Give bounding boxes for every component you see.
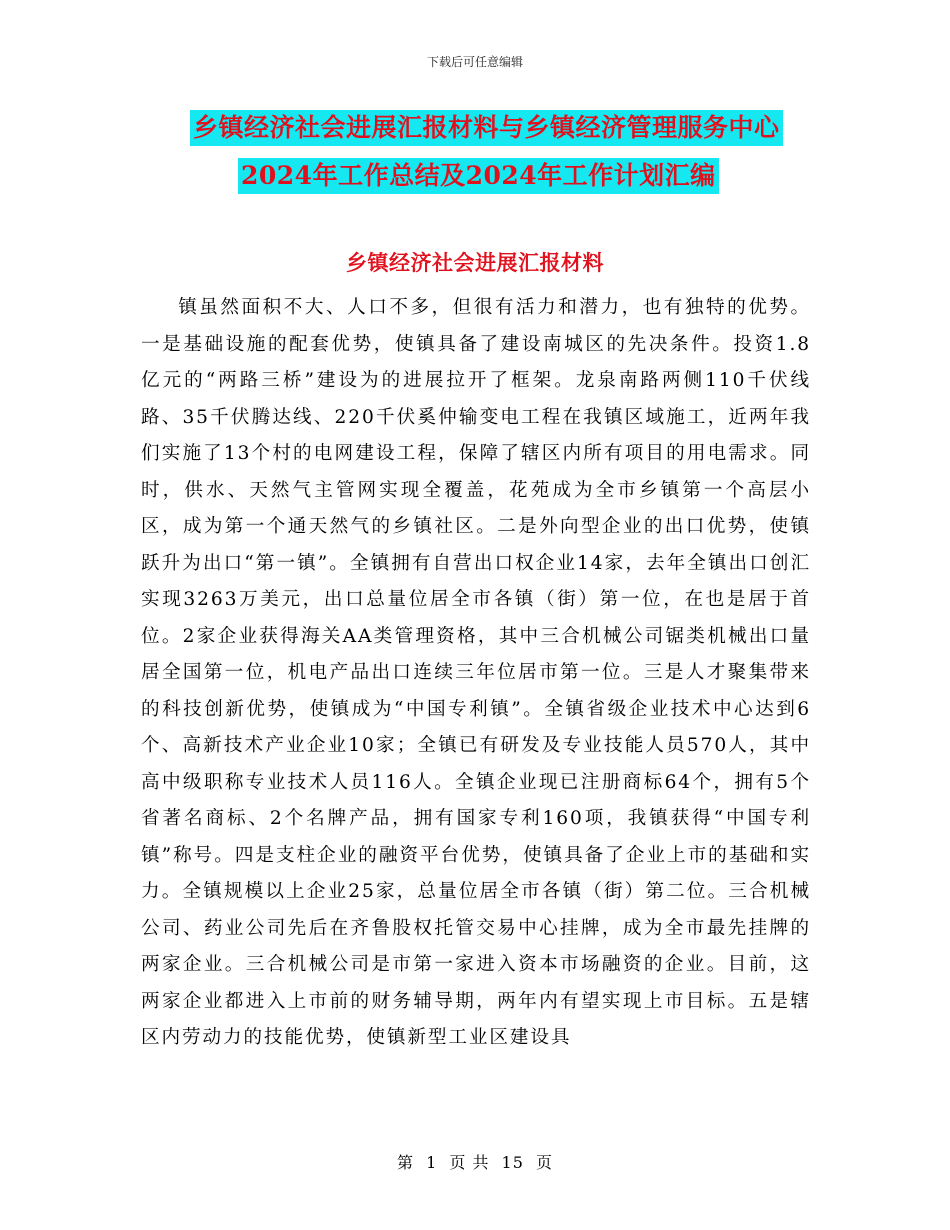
title-line-2: 2024年工作总结及2024年工作计划汇编 bbox=[238, 158, 719, 194]
body-paragraph: 镇虽然面积不大、人口不多，但很有活力和潜力，也有独特的优势。一是基础设施的配套优势，使镇具备了建设南城区的先决条件。投资1.8亿元的“两路三桥”建设为的进展拉开了框架。龙泉南路两侧110千伏线路、35千伏腾达线、220千伏奚仲输变电工程在我镇区域施工，近两年我们实施了13个村的电网建设工程，保障了辖区内所有项目的用电需求。同时，供水、天然气主管网实现全覆盖，花苑成为全市乡镇第一个高层小区，成为第一个通天然气的乡镇社区。二是外向型企业的出口优势，使镇跃升为出口“第一镇”。全镇拥有自营出口权企业14家，去年全镇出口创汇实现3263万美元，出口总量位居全市各镇（街）第一位，在也是居于首位。2家企业获得海关AA类管理资格，其中三合机械公司锯类机械出口量居全国第一位，机电产品出口连续三年位居市第一位。三是人才聚集带来的科技创新优势，使镇成为“中国专利镇”。全镇省级企业技术中心达到6个、高新技术产业企业10家；全镇已有研发及专业技能人员570人，其中高中级职称专业技术人员116人。全镇企业现已注册商标64个，拥有5个省著名商标、2个名牌产品，拥有国家专利160项，我镇获得“中国专利镇”称号。四是支柱企业的融资平台优势，使镇具备了企业上市的基础和实力。全镇规模以上企业25家，总量位居全市各镇（街）第二位。三合机械公司、药业公司先后在齐鲁股权托管交易中心挂牌，成为全市最先挂牌的两家企业。三合机械公司是市第一家进入资本市场融资的企业。目前，这两家企业都进入上市前的财务辅导期，两年内有望实现上市目标。五是辖区内劳动力的技能优势，使镇新型工业区建设具 bbox=[141, 297, 811, 1048]
footer-middle: 页 共 bbox=[449, 1153, 490, 1172]
title-line-1: 乡镇经济社会进展汇报材料与乡镇经济管理服务中心 bbox=[190, 110, 783, 146]
section-heading: 乡镇经济社会进展汇报材料 bbox=[346, 250, 604, 275]
footer-suffix: 页 bbox=[536, 1153, 554, 1172]
page-footer bbox=[0, 1150, 950, 1173]
footer-prefix: 第 bbox=[396, 1153, 414, 1172]
page-number: 1 bbox=[426, 1153, 438, 1172]
total-pages: 15 bbox=[501, 1153, 524, 1172]
header-note: 下载后可任意编辑 bbox=[426, 55, 523, 69]
